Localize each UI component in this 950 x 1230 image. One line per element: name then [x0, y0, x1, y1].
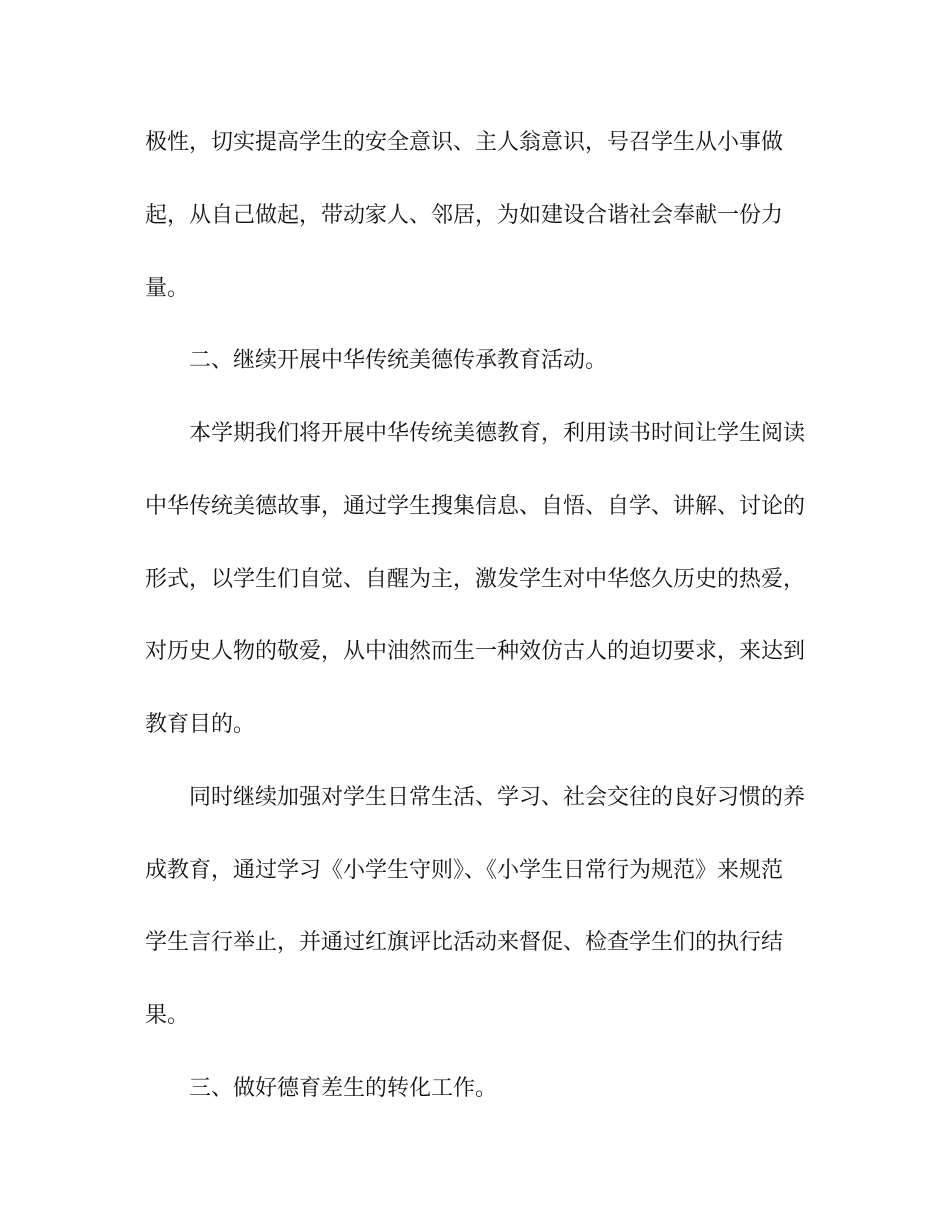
text-line: 同时继续加强对学生日常生活、学习、社会交往的良好习惯的养	[189, 785, 806, 810]
text-line: 果。	[145, 1003, 190, 1028]
text-line: 教育目的。	[145, 712, 256, 737]
text-line: 学生言行举止，并通过红旗评比活动来督促、检查学生们的执行结	[145, 930, 784, 955]
section-heading: 二、继续开展中华传统美德传承教育活动。	[189, 348, 608, 373]
text-line: 中华传统美德故事，通过学生搜集信息、自悟、自学、讲解、讨论的	[145, 494, 806, 519]
text-line: 量。	[145, 276, 190, 301]
text-line: 极性，切实提高学生的安全意识、主人翁意识，号召学生从小事做	[145, 130, 784, 155]
text-line: 起，从自己做起，带动家人、邻居，为如建设合谐社会奉献一份力	[145, 203, 784, 228]
text-line: 对历史人物的敬爱，从中油然而生一种效仿古人的迫切要求，来达到	[145, 639, 806, 664]
text-line: 本学期我们将开展中华传统美德教育，利用读书时间让学生阅读	[189, 421, 806, 446]
text-line: 成教育，通过学习《小学生守则》、《小学生日常行为规范》来规范	[145, 858, 784, 883]
section-heading: 三、做好德育差生的转化工作。	[189, 1076, 498, 1101]
text-line: 形式，以学生们自觉、自醒为主，激发学生对中华悠久历史的热爱，	[145, 567, 806, 592]
